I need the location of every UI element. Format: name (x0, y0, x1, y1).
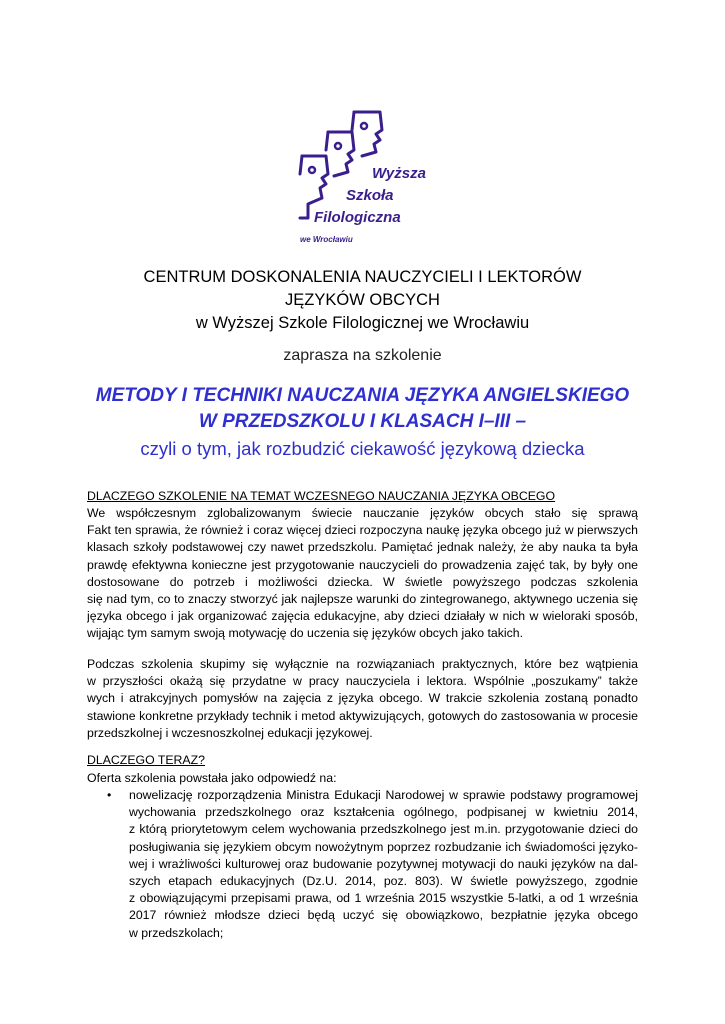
paragraph-line: prawdę efektywna konieczne jest przygotowanie nauczycieli do prowadzenia zajęć tak, by były one (87, 557, 638, 572)
paragraph-line: się nad tym, co to znaczy stworzyć jak najlepsze warunki do zintegrowanego, aktywnego uczenia się (87, 591, 638, 606)
paragraph-line: języka obcego i jak organizować zajęcia edukacyjne, aby dzieci działały w nich w wieloraki sposób, (87, 609, 638, 624)
paragraph-line: We współczesnym zglobalizowanym świecie nauczanie języków obcych stało się sprawą (87, 506, 638, 520)
bullet-line: z którą priorytetowym celem wychowania przedszkolnego jest m.in. przygotowanie dzieci do (129, 822, 638, 837)
section1-heading: DLACZEGO SZKOLENIE NA TEMAT WCZESNEGO NAUCZANIA JĘZYKA OBCEGO (87, 489, 556, 503)
paragraph-line: przedszkolnej i wczesnoszkolnej edukacji językowej. (87, 725, 373, 740)
paragraph-line: stawione konkretne przykłady technik i metod aktywizujących, gotowych do zastosowania w procesie (87, 708, 638, 723)
section1-paragraph-2 (87, 656, 638, 742)
logo-line4: we Wrocławiu (300, 235, 353, 244)
bullet-item (129, 787, 638, 942)
section2-intro: Oferta szkolenia powstała jako odpowiedź na: (87, 771, 337, 785)
paragraph-line: dostosowane do potrzeb i możliwości dziecka. W świetle powyższego podczas szkolenia (87, 574, 638, 589)
bullet-icon: • (107, 788, 112, 802)
bullet-line: w przedszkolach; (129, 925, 224, 940)
header-line-1: CENTRUM DOSKONALENIA NAUCZYCIELI I LEKTORÓW (143, 268, 582, 286)
school-logo (292, 100, 452, 250)
bullet-line: wychowania przedszkolnego oraz kształcenia ogólnego, podpisanej w kwietniu 2014, (129, 805, 638, 820)
paragraph-line: Fakt ten sprawia, że również i coraz więcej dzieci rozpoczyna naukę języka obcego już w pierwszych (87, 523, 638, 538)
logo-graphic (292, 100, 452, 250)
bullet-line: szych etapach edukacyjnych (Dz.U. 2014, poz. 803). W świetle powyższego, zgodnie (129, 873, 638, 888)
invite-text: zaprasza na szkolenie (283, 347, 442, 364)
header-line-3: w Wyższej Szkole Filologicznej we Wrocławiu (195, 314, 530, 332)
bullet-line: 2017 również młodsze dzieci będą uczyć się obowiązkowo, bezpłatnie języka obcego (129, 908, 638, 923)
paragraph-line: wych i atrakcyjnych pomysłów na zajęcia z języka obcego. W trakcie szkolenia zostaną ponadto (87, 691, 638, 706)
paragraph-line: wijając tym samym swoją motywację do uczenia się języków obcych jako takich. (87, 626, 524, 641)
title-line-3: czyli o tym, jak rozbudzić ciekawość językową dziecka (140, 438, 585, 459)
paragraph-line: Podczas szkolenia skupimy się wyłącznie na rozwiązaniach praktycznych, które bez wątpienia (87, 657, 638, 671)
title-line-1: METODY I TECHNIKI NAUCZANIA JĘZYKA ANGIELSKIEGO (95, 385, 630, 406)
bullet-line: z obowiązującymi przepisami prawa, od 1 września 2015 wszystkie 5-latki, a od 1 września (129, 891, 638, 906)
bullet-line: nowelizację rozporządzenia Ministra Edukacji Narodowej w sprawie podstawy programowej (129, 788, 638, 802)
paragraph-line: w przyszłości okażą się przydatne w pracy nauczyciela i lektora. Wspólnie „poszukamy” także (87, 674, 638, 689)
bullet-line: posługiwania się językiem obcym nowożytnym poprzez rozbudzanie ich świadomości języko- (129, 839, 638, 854)
section2-heading: DLACZEGO TERAZ? (87, 753, 205, 767)
title-line-2: W PRZEDSZKOLU I KLASACH I–III – (198, 411, 527, 432)
section1-paragraph-1 (87, 505, 638, 643)
bullet-line: wej i wrażliwości kulturowej oraz budowanie pozytywnej motywacji do nauki języków na dal- (129, 856, 638, 871)
header-line-2: JĘZYKÓW OBCYCH (285, 291, 440, 309)
logo-line2: Szkoła (346, 187, 394, 204)
logo-line1: Wyższa (372, 165, 426, 182)
paragraph-line: klasach szkoły podstawowej czy nawet przedszkolu. Pamiętać jednak należy, że aby nauka ta była (87, 540, 638, 555)
logo-line3: Filologiczna (314, 209, 401, 226)
